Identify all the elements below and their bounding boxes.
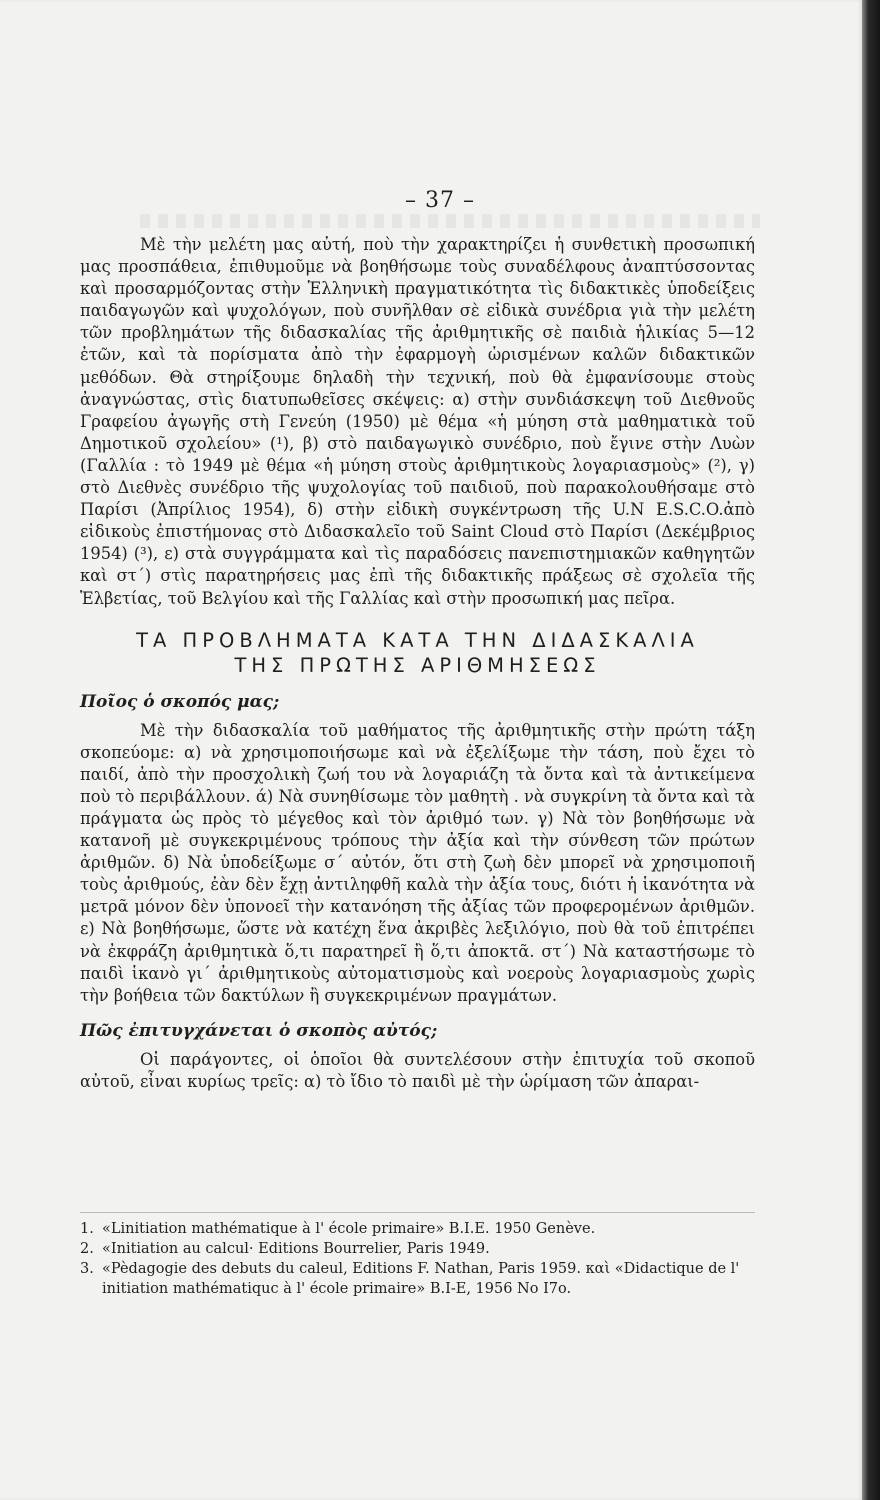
section-heading-line-2: ΤΗΣ ΠΡΩΤΗΣ ΑΡΙΘΜΗΣΕΩΣ — [234, 653, 601, 677]
footnote-3 — [80, 1259, 755, 1299]
section-heading-line-1: ΤΑ ΠΡΟΒΛΗΜΑΤΑ ΚΑΤΑ ΤΗΝ ΔΙΔΑΣΚΑΛΙΑ — [136, 628, 699, 652]
scan-edge-shadow — [862, 0, 880, 1500]
footnote-number: 3. — [80, 1261, 94, 1277]
show-through-text — [140, 214, 760, 228]
page-number: – 37 – — [405, 188, 475, 213]
intro-paragraph: Μὲ τὴν μελέτη μας αὐτή, ποὺ τὴν χαρακτηρίζει ἡ συνθετικὴ προσωπική μας προσπάθεια, ἐπιθυμοῦμε νὰ βοηθήσωμε τοὺς συναδέλφους ἀναπτύσσοντας καὶ προσαρμόζοντας στὴν Ἑλληνικὴ πραγματικότητα τὶς διδακτικὲς ὑποδείξεις παιδαγωγῶν καὶ ψυχολόγων, ποὺ συνῆλθαν σὲ εἰδικὰ συνέδρια γιὰ τὴν μελέτη τῶν προβλημάτων τῆς διδασκαλίας τῆς ἀριθμητικῆς σὲ παιδιὰ ἡλικίας 5—12 ἐτῶν, καὶ τὰ πορίσματα ἀπὸ τὴν ἐφαρμογὴ ὡρισμένων καλῶν διδακτικῶν μεθόδων. Θὰ στηρίξουμε δηλαδὴ τὴν τεχνική, ποὺ θὰ ἐμφανίσουμε στοὺς ἀναγνώστας, στὶς διατυπωθεῖσες σκέψεις: α) στὴν συνδιάσκεψη τοῦ Διεθνοῦς Γραφείου ἀγωγῆς στὴ Γενεύη (1950) μὲ θέμα «ἡ μύηση στὰ μαθηματικὰ τοῦ Δημοτικοῦ σχολείου» (¹), β) στὸ παιδαγωγικὸ συνέδριο, ποὺ ἔγινε στὴν Λυὼν (Γαλλία : τὸ 1949 μὲ θέμα «ἡ μύηση στοὺς ἀριθμητικοὺς λογαριασμοὺς» (²), γ) στὸ Διεθνὲς συνέδριο τῆς ψυχολογίας τοῦ παιδιοῦ, ποὺ παρακολουθήσαμε στὸ Παρίσι (Ἀπρίλιος 1954), δ) στὴν εἰδικὴ συγκέντρωση τῆς U.N E.S.C.O.ἀπὸ εἰδικοὺς ἐπιστήμονας στὸ Διδασκαλεῖο τοῦ Saint Cloud στὸ Παρίσι (Δεκέμβριος 1954) (³), ε) στὰ συγγράμματα καὶ τὶς παραδόσεις πανεπιστημιακῶν καθηγητῶν καὶ στ΄) στὶς παρατηρήσεις μας ἐπὶ τῆς διδακτικῆς πράξεως σὲ σχολεῖα τῆς Ἑλβετίας, τοῦ Βελγίου καὶ τῆς Γαλλίας καὶ στὴν προσωπική μας πεῖρα. — [80, 235, 755, 608]
footnotes — [80, 1212, 755, 1299]
achieve-paragraph: Οἱ παράγοντες, οἱ ὁποῖοι θὰ συντελέσουν στὴν ἐπιτυχία τοῦ σκοποῦ αὐτοῦ, εἶναι κυρίως τρεῖς: α) τὸ ἴδιο τὸ παιδὶ μὲ τὴν ὡρίμαση τῶν ἀπαραι- — [80, 1049, 755, 1091]
section-heading — [80, 628, 755, 678]
aims-paragraph: Μὲ τὴν διδασκαλία τοῦ μαθήματος τῆς ἀριθμητικῆς στὴν πρώτη τάξη σκοπεύομε: α) νὰ χρησιμοποιήσωμε καὶ νὰ ἐξελίξωμε τὴν τάση, ποὺ ἔχει τὸ παιδί, ἀπὸ τὴν προσχολικὴ ζωή του νὰ λογαριάζη τὰ ὄντα καὶ τὰ ἀντικείμενα ποὺ τὸ περιβάλλουν. ά) Νὰ συνηθίσωμε τὸν μαθητὴ . νὰ συγκρίνη τὰ ὄντα καὶ τὰ πράγματα ὡς πρὸς τὸ μέγεθος καὶ τὸν ἀριθμό των. γ) Νὰ τὸν βοηθήσωμε νὰ κατανοῆ μὲ συγκεκριμένους τρόπους τὴν ἀξία καὶ τὴν σύνθεση τῶν πρώτων ἀριθμῶν. δ) Νὰ ὑποδείξωμε σ΄ αὐτόν, ὅτι στὴ ζωὴ δὲν μπορεῖ νὰ χρησιμοποιῆ τοὺς ἀριθμούς, ἐὰν δὲν ἔχῃ ἀντιληφθῆ καλὰ τὴν ἀξία τους, διότι ἡ ἱκανότητα νὰ μετρᾶ μόνον δὲν ὑπονοεῖ τὴν κατανόηση τῆς ἀξίας τῶν προφερομένων ἀριθμῶν. ε) Νὰ βοηθήσωμε, ὥστε νὰ κατέχη ἕνα ἀκριβὲς λεξιλόγιο, ποὺ θὰ τοῦ ἐπιτρέπει νὰ ἐκφράζη ἀριθμητικὰ ὅ,τι παρατηρεῖ ἢ ὅ,τι ἀποκτᾶ. στ΄) Νὰ καταστήσωμε τὸ παιδὶ ἱκανὸ γι΄ ἀριθμητικοὺς αὐτοματισμοὺς καὶ νοεροὺς λογαριασμοὺς χωρὶς τὴν βοήθεια τῶν δακτύλων ἢ συγκεκριμένων πραγμάτων. — [80, 720, 755, 1005]
main-content — [80, 234, 755, 1093]
footnote-1 — [80, 1219, 755, 1239]
footnote-2 — [80, 1239, 755, 1259]
footnote-text: «Initiation au calcul· Editions Bourrelier, Paris 1949. — [102, 1241, 490, 1257]
footnote-number: 1. — [80, 1221, 94, 1237]
footnote-number: 2. — [80, 1241, 94, 1257]
footnote-text: «Pèdagogie des debuts du caleul, Editions F. Nathan, Paris 1959. καὶ «Didactique de l' initiation mathématiquc à l' école primaire» B.I-E, 1956 No I7o. — [102, 1261, 740, 1297]
footnote-text: «Linitiation mathématique à l' école primaire» B.I.E. 1950 Genève. — [102, 1221, 596, 1237]
subheading-how: Πῶς ἐπιτυγχάνεται ὁ σκοπὸς αὐτός; — [80, 1020, 438, 1041]
subheading-aim: Ποῖος ὁ σκοπός μας; — [80, 691, 280, 712]
